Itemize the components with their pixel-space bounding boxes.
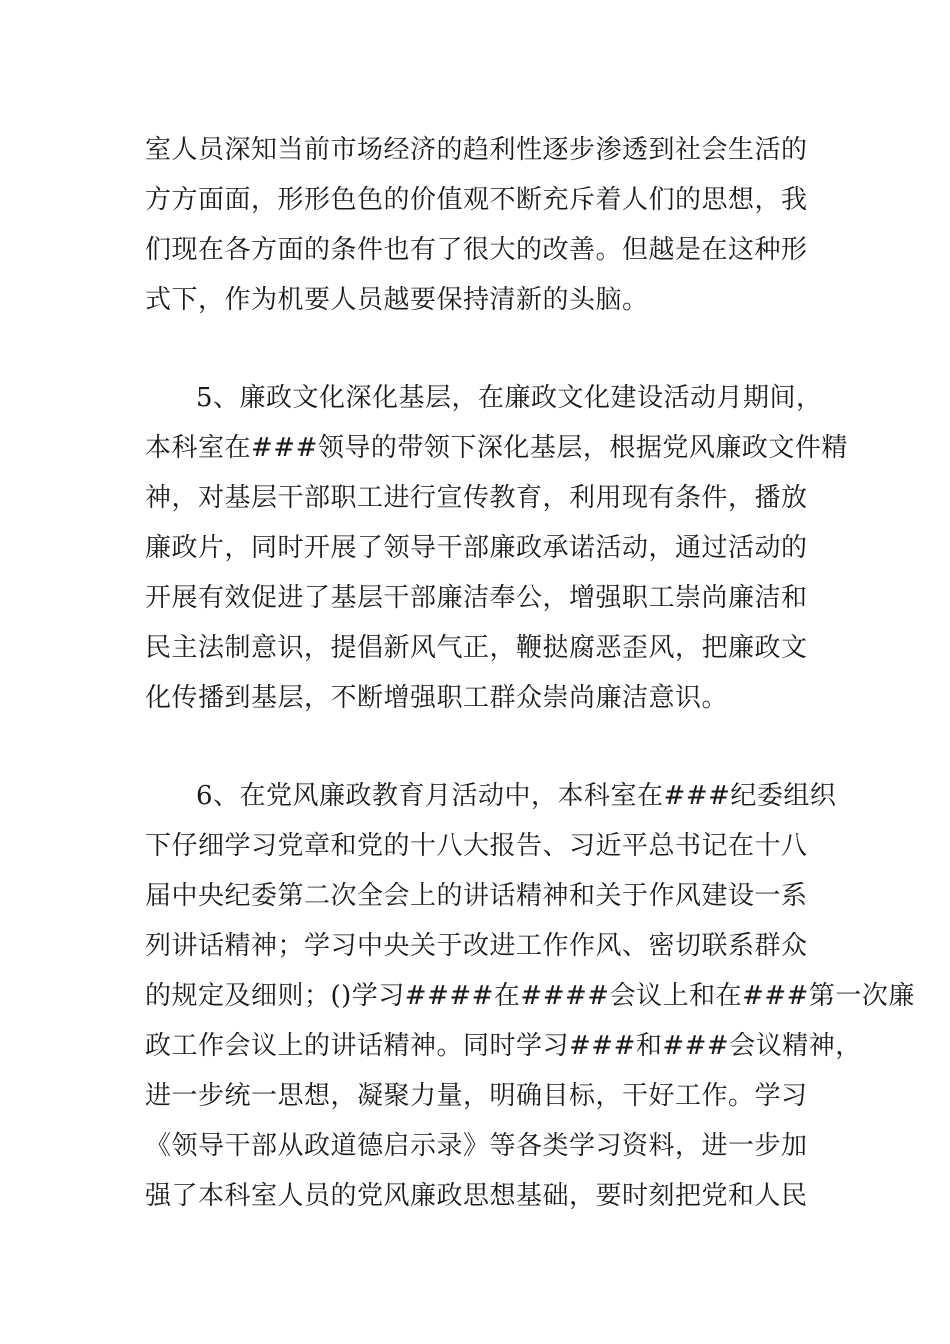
text-line: 进一步统一思想，凝聚力量，明确目标，干好工作。学习 <box>145 1081 808 1111</box>
text-line: 方方面面，形形色色的价值观不断充斥着人们的思想，我 <box>145 185 808 215</box>
text-line: 化传播到基层，不断增强职工群众崇尚廉洁意识。 <box>145 683 729 713</box>
text-line: 们现在各方面的条件也有了很大的改善。但越是在这种形 <box>145 235 808 265</box>
text-line: 下仔细学习党章和党的十八大报告、习近平总书记在十八 <box>145 831 808 861</box>
text-line: 神，对基层干部职工进行宣传教育，利用现有条件，播放 <box>145 483 808 513</box>
text-line: 届中央纪委第二次全会上的讲话精神和关于作风建设一系 <box>145 881 808 911</box>
text-line: 开展有效促进了基层干部廉洁奉公，增强职工崇尚廉洁和 <box>145 583 808 613</box>
text-line: 的规定及细则；()学习####在####会议上和在###第一次廉 <box>145 981 915 1011</box>
text-line: 《领导干部从政道德启示录》等各类学习资料，进一步加 <box>145 1131 808 1161</box>
text-line: 强了本科室人员的党风廉政思想基础，要时刻把党和人民 <box>145 1181 808 1211</box>
text-line: 列讲话精神；学习中央关于改进工作作风、密切联系群众 <box>145 931 808 961</box>
text-line: 6、在党风廉政教育月活动中，本科室在###纪委组织 <box>196 781 837 811</box>
text-line: 5、廉政文化深化基层，在廉政文化建设活动月期间， <box>196 383 823 413</box>
text-line: 廉政片，同时开展了领导干部廉政承诺活动，通过活动的 <box>145 533 808 563</box>
text-line: 式下，作为机要人员越要保持清新的头脑。 <box>145 285 649 315</box>
text-line: 民主法制意识，提倡新风气正，鞭挞腐恶歪风，把廉政文 <box>145 633 808 663</box>
text-line: 室人员深知当前市场经济的趋利性逐步渗透到社会生活的 <box>145 135 808 165</box>
text-line: 本科室在###领导的带领下深化基层，根据党风廉政文件精 <box>145 433 848 463</box>
text-line: 政工作会议上的讲话精神。同时学习###和###会议精神， <box>145 1031 862 1061</box>
